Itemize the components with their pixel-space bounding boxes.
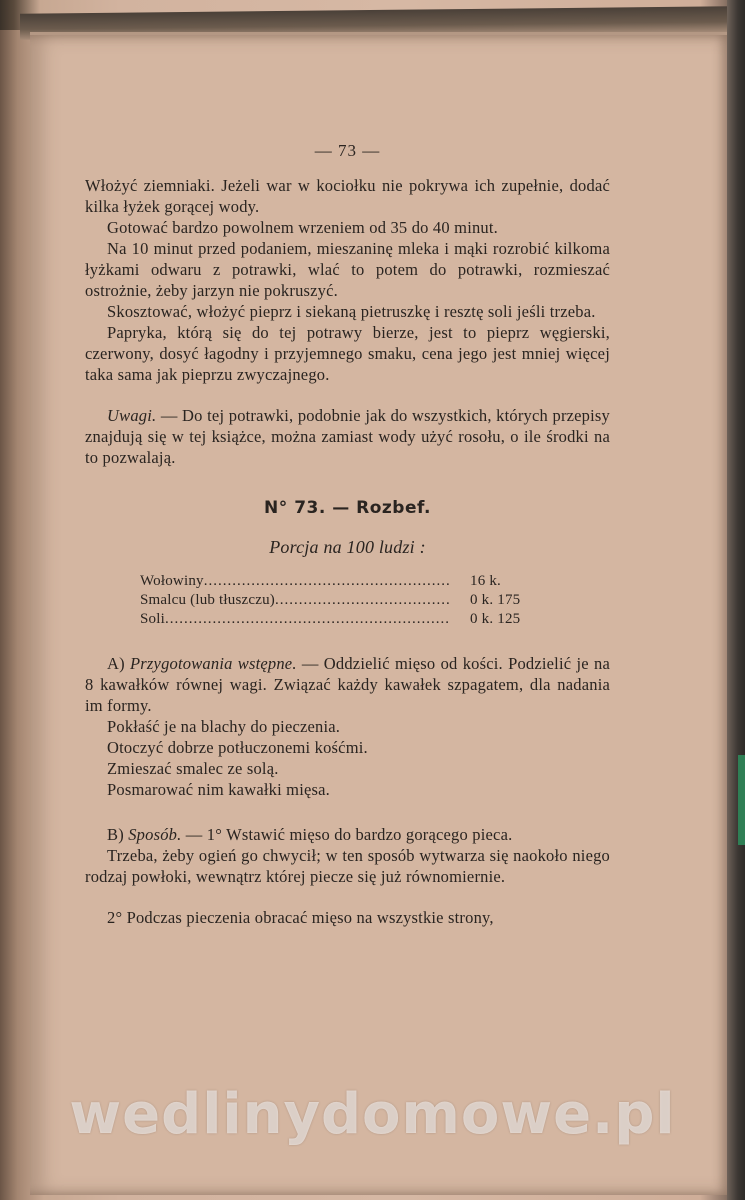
section-b-paragraph	[85, 824, 610, 845]
right-page-edge	[727, 0, 745, 1200]
ingredient-name: Wołowiny	[140, 573, 204, 589]
section-b-label: B)	[107, 825, 124, 844]
ingredient-name: Soli	[140, 611, 165, 627]
ingredients-list	[140, 572, 560, 629]
ingredient-quantity: 0 k. 125	[470, 611, 521, 627]
section-a-paragraph	[85, 653, 610, 716]
paragraph: Włożyć ziemniaki. Jeżeli war w kociołku nie pokrywa ich zupełnie, dodać kilka łyżek gorącej wody.	[85, 176, 610, 216]
ingredient-name: Smalcu (lub tłuszczu)	[140, 592, 275, 608]
page-number: — 73 —	[314, 141, 381, 160]
ingredient-quantity: 16 k.	[470, 573, 501, 589]
step-line: Posmarować nim kawałki mięsa.	[107, 780, 330, 799]
paragraph: Skosztować, włożyć pieprz i siekaną pietruszkę i resztę soli jeśli trzeba.	[107, 302, 596, 321]
paragraph: Papryka, którą się do tej potrawy bierze, jest to pieprz węgierski, czerwony, dosyć łagodny i przyjemnego smaku, cena jego jest mniej więcej taka sama jak pieprzu zwyczajnego.	[85, 323, 610, 384]
section-a-text: — Oddzielić mięso od kości. Podzielić je na 8 kawałków równej wagi. Związać każdy kawałek szpagatem, dla nadania im formy.	[85, 654, 610, 715]
paragraph: Trzeba, żeby ogień go chwycił; w ten sposób wytwarza się naokoło niego rodzaj powłoki, wewnątrz której piecze się już równomiernie.	[85, 846, 610, 886]
leader-dots	[165, 610, 450, 629]
section-b-text: — 1° Wstawić mięso do bardzo gorącego pieca.	[181, 825, 513, 844]
ingredient-row	[140, 591, 560, 610]
note-label: Uwagi.	[107, 406, 157, 425]
ingredient-row	[140, 610, 560, 629]
recipe-heading: N° 73. — Rozbef.	[264, 498, 431, 518]
ingredient-quantity: 0 k. 175	[470, 592, 521, 608]
step-line: Zmieszać smalec ze solą.	[107, 759, 279, 778]
step-line: Pokłaść je na blachy do pieczenia.	[107, 717, 341, 736]
leader-dots	[275, 591, 450, 610]
note-paragraph	[85, 405, 610, 468]
section-a-title: Przygotowania wstępne.	[130, 654, 297, 673]
section-a-label: A)	[107, 654, 125, 673]
section-b-title: Sposób.	[128, 825, 182, 844]
portion-line: Porcja na 100 ludzi :	[269, 537, 426, 557]
bookmark-tab	[738, 755, 745, 845]
step-line: Otoczyć dobrze potłuczonemi kośćmi.	[107, 738, 368, 757]
watermark: wedlinydomowe.pl	[69, 1082, 676, 1147]
leader-dots	[204, 572, 450, 591]
page-text	[85, 140, 610, 928]
paragraph: Gotować bardzo powolnem wrzeniem od 35 do 40 minut.	[107, 218, 498, 237]
note-text: — Do tej potrawki, podobnie jak do wszystkich, których przepisy znajdują się w tej książce, można zamiast wody użyć rosołu, o ile środki na to pozwalają.	[85, 406, 610, 467]
paragraph: 2° Podczas pieczenia obracać mięso na wszystkie strony,	[107, 908, 494, 927]
ingredient-row	[140, 572, 560, 591]
paragraph: Na 10 minut przed podaniem, mieszaninę mleka i mąki rozrobić kilkoma łyżkami odwaru z potrawki, wlać to potem do potrawki, rozmieszać ostrożnie, żeby jarzyn nie pokruszyć.	[85, 239, 610, 300]
